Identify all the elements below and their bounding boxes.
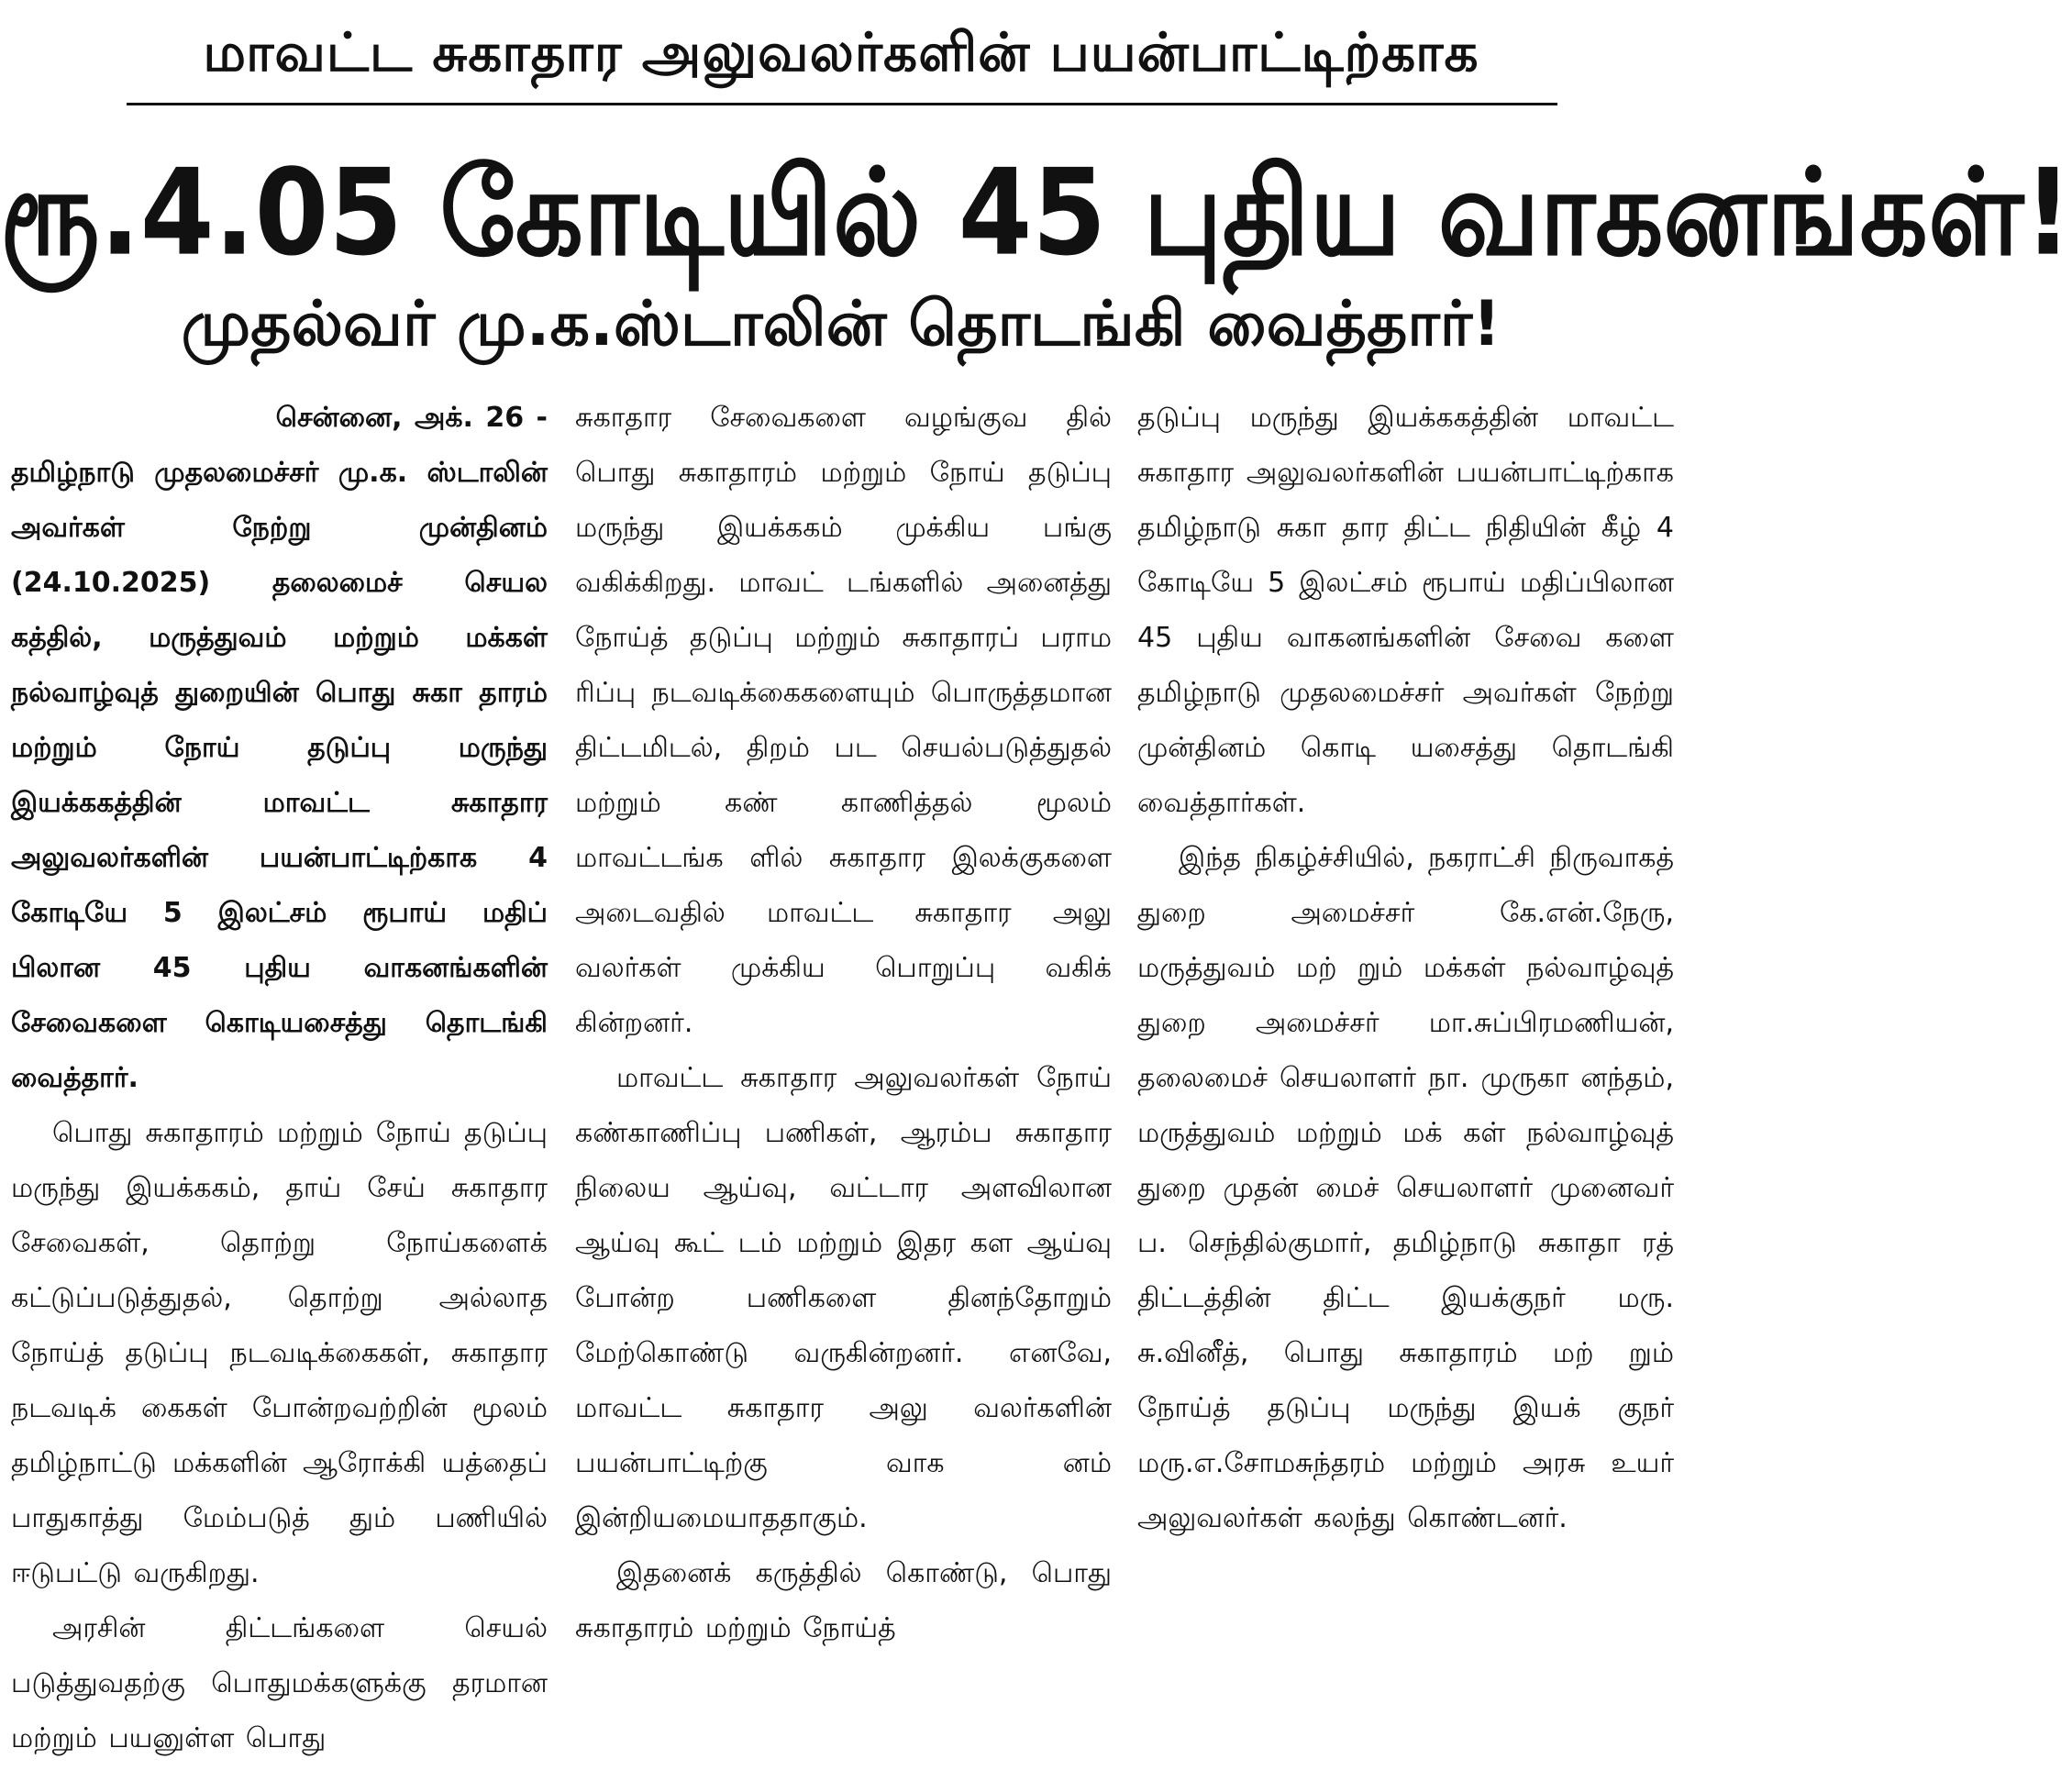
dateline: சென்னை, அக். 26 - — [275, 402, 548, 434]
article-column-2 — [575, 391, 1112, 1656]
paragraph-5: மாவட்ட சுகாதார அலுவலர்கள் நோய் கண்காணிப்பு பணிகள், ஆரம்ப சுகாதார நிலைய ஆய்வு, வட்டார அளவிலான ஆய்வு கூட் டம் மற்றும் இதர கள ஆய்வு போன்ற பணிகளை தினந்தோறும் மேற்கொண்டு வருகின்றனர். எனவே, மாவட்ட சுகாதார அலு வலர்களின் பயன்பாட்டிற்கு வாக னம் இன்றியமையாததாகும். — [575, 1062, 1112, 1534]
paragraph-7: தடுப்பு மருந்து இயக்ககத்தின் மாவட்ட சுகாதார அலுவலர்களின் பயன்பாட்டிற்காக தமிழ்நாடு சுகா தார திட்ட நிதியின் கீழ் 4 கோடியே 5 இலட்சம் ரூபாய் மதிப்பிலான 45 புதிய வாகனங்களின் சேவை களை தமிழ்நாடு முதலமைச்சர் அவர்கள் நேற்று முன்தினம் கொடி யசைத்து தொடங்கி வைத்தார்கள். — [1137, 402, 1674, 819]
kicker-heading: மாவட்ட சுகாதார அலுவலர்களின் பயன்பாட்டிற்காக — [203, 21, 1479, 83]
article-column-1 — [11, 391, 548, 1766]
paragraph-8: இந்த நிகழ்ச்சியில், நகராட்சி நிருவாகத் துறை அமைச்சர் கே.என்.நேரு, மருத்துவம் மற் றும் மக்கள் நல்வாழ்வுத் துறை அமைச்சர் மா.சுப்பிரமணியன், தலைமைச் செயலாளர் நா. முருகா னந்தம், மருத்துவம் மற்றும் மக் கள் நல்வாழ்வுத் துறை முதன் மைச் செயலாளர் முனைவர் ப. செந்தில்குமார், தமிழ்நாடு சுகாதா ரத் திட்டத்தின் திட்ட இயக்குநர் மரு. சு.வினீத், பொது சுகாதாரம் மற் றும் நோய்த் தடுப்பு மருந்து இயக் குநர் மரு.எ.சோமசுந்தரம் மற்றும் அரசு உயர் அலுவலர்கள் கலந்து கொண்டனர். — [1137, 842, 1674, 1534]
main-headline: ரூ.4.05 கோடியில் 45 புதிய வாகனங்கள்! — [0, 143, 2072, 282]
lead-paragraph — [11, 391, 548, 1106]
lead-text: தமிழ்நாடு முதலமைச்சர் மு.க. ஸ்டாலின் அவர்கள் நேற்று முன்தினம் (24.10.2025) தலைமைச் செயல கத்தில், மருத்துவம் மற்றும் மக்கள் நல்வாழ்வுத் துறையின் பொது சுகா தாரம் மற்றும் நோய் தடுப்பு மருந்து இயக்ககத்தின் மாவட்ட சுகாதார அலுவலர்களின் பயன்பாட்டிற்காக 4 கோடியே 5 இலட்சம் ரூபாய் மதிப் பிலான 45 புதிய வாகனங்களின் சேவைகளை கொடியசைத்து தொடங்கி வைத்தார். — [11, 457, 548, 1094]
paragraph-2: பொது சுகாதாரம் மற்றும் நோய் தடுப்பு மருந்து இயக்ககம், தாய் சேய் சுகாதார சேவைகள், தொற்று நோய்களைக் கட்டுப்படுத்துதல், தொற்று அல்லாத நோய்த் தடுப்பு நடவடிக்கைகள், சுகாதார நடவடிக் கைகள் போன்றவற்றின் மூலம் தமிழ்நாட்டு மக்களின் ஆரோக்கி யத்தைப் பாதுகாத்து மேம்படுத் தும் பணியில் ஈடுபட்டு வருகிறது. — [11, 1117, 548, 1589]
paragraph-6: இதனைக் கருத்தில் கொண்டு, பொது சுகாதாரம் மற்றும் நோய்த் — [575, 1557, 1112, 1644]
paragraph-3: அரசின் திட்டங்களை செயல் படுத்துவதற்கு பொதுமக்களுக்கு தரமான மற்றும் பயனுள்ள பொது — [11, 1612, 548, 1754]
article-column-3 — [1137, 391, 1674, 1546]
sub-headline: முதல்வர் மு.க.ஸ்டாலின் தொடங்கி வைத்தார்! — [181, 288, 1501, 360]
paragraph-4: சுகாதார சேவைகளை வழங்குவ தில் பொது சுகாதாரம் மற்றும் நோய் தடுப்பு மருந்து இயக்ககம் முக்கிய பங்கு வகிக்கிறது. மாவட் டங்களில் அனைத்து நோய்த் தடுப்பு மற்றும் சுகாதாரப் பராம ரிப்பு நடவடிக்கைகளையும் பொருத்தமான திட்டமிடல், திறம் பட செயல்படுத்துதல் மற்றும் கண் காணித்தல் மூலம் மாவட்டங்க ளில் சுகாதார இலக்குகளை அடைவதில் மாவட்ட சுகாதார அலு வலர்கள் முக்கிய பொறுப்பு வகிக் கின்றனர். — [575, 402, 1112, 1039]
kicker-rule — [127, 103, 1557, 105]
